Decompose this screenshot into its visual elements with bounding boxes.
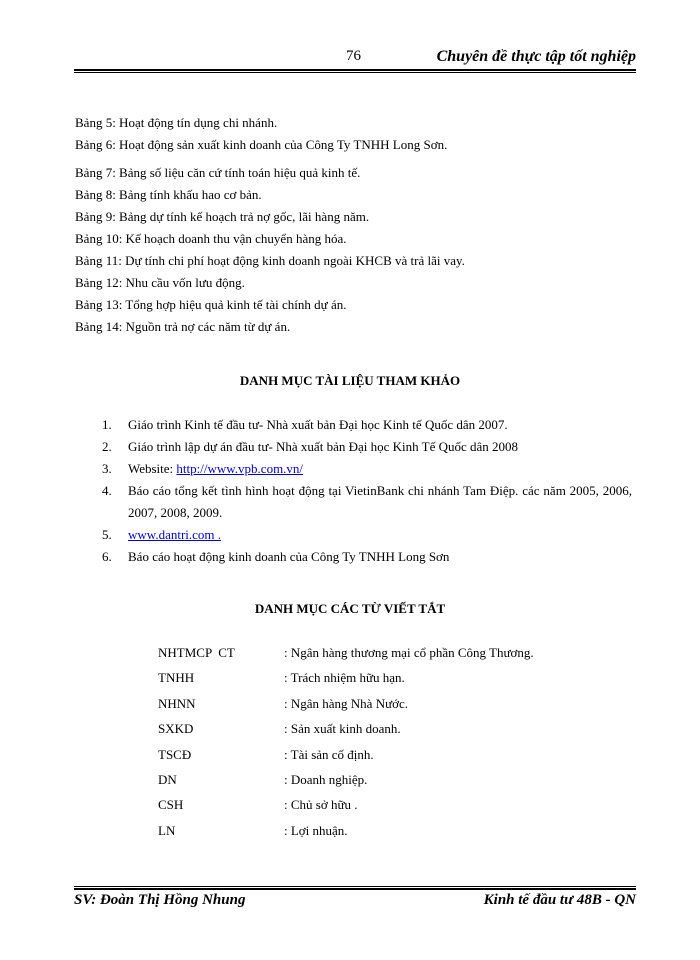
abbreviations-title: DANH MỤC CÁC TỪ VIẾT TẮT	[254, 601, 446, 616]
reference-number: 1.	[102, 417, 112, 432]
abbreviations-list	[158, 645, 534, 848]
reference-number: 5.	[102, 527, 112, 542]
header-rule	[74, 69, 636, 73]
reference-text: Giáo trình lập dự án đầu tư- Nhà xuất bản Đại học Kinh Tế Quốc dân 2008	[128, 439, 519, 454]
reference-item	[102, 458, 632, 480]
references-title: DANH MỤC TÀI LIỆU THAM KHẢO	[239, 373, 461, 388]
table-entry: Bảng 8: Bảng tính khấu hao cơ bản.	[75, 187, 262, 202]
table-entry: Bảng 11: Dự tính chi phí hoạt động kinh doanh ngoài KHCB và trả lãi vay.	[75, 253, 465, 268]
abbreviation-row	[158, 797, 534, 822]
reference-number: 4.	[102, 483, 112, 498]
reference-item	[102, 546, 632, 568]
table-entry: Bảng 14: Nguồn trả nợ các năm từ dự án.	[75, 319, 291, 334]
table-entry: Bảng 12: Nhu cầu vốn lưu động.	[75, 275, 245, 290]
document-title: Chuyên đề thực tập tốt nghiệp	[436, 48, 636, 65]
reference-item	[102, 524, 632, 546]
abbreviation-term: TNHH	[158, 670, 195, 686]
abbreviation-term: DN	[158, 771, 177, 787]
tables-list	[75, 112, 465, 338]
abbreviation-row	[158, 721, 534, 746]
abbreviation-row	[158, 823, 534, 848]
table-entry: Bảng 13: Tổng hợp hiệu quả kinh tế tài chính dự án.	[75, 297, 347, 312]
abbreviation-term: LN	[158, 822, 176, 838]
abbreviation-row	[158, 772, 534, 797]
footer-author: SV: Đoàn Thị Hồng Nhung	[74, 892, 246, 908]
reference-item	[102, 436, 632, 458]
table-entry: Bảng 10: Kế hoạch doanh thu vận chuyển hàng hóa.	[75, 231, 347, 246]
reference-item	[102, 414, 632, 436]
table-entry: Bảng 7: Bảng số liệu căn cứ tính toán hiệu quả kinh tế.	[75, 165, 361, 180]
table-entry: Bảng 6: Hoạt động sản xuất kinh doanh của Công Ty TNHH Long Sơn.	[75, 137, 448, 152]
abbreviation-meaning: : Doanh nghiệp.	[284, 771, 368, 787]
abbreviation-meaning: : Lợi nhuận.	[284, 822, 348, 838]
abbreviation-row	[158, 747, 534, 772]
abbreviation-term: NHTMCP CT	[158, 645, 235, 660]
abbreviation-meaning: : Trách nhiệm hữu hạn.	[284, 670, 405, 686]
footer-rule	[74, 886, 636, 890]
page-number: 76	[346, 48, 361, 64]
abbreviation-term: SXKD	[158, 721, 194, 737]
abbreviation-row	[158, 645, 534, 670]
abbreviation-row	[158, 696, 534, 721]
reference-prefix: Website:	[128, 461, 177, 476]
dantri-website-link[interactable]: www.dantri.com .	[128, 527, 222, 542]
table-entry: Bảng 5: Hoạt động tín dụng chi nhánh.	[75, 115, 278, 130]
abbreviation-term: TSCĐ	[158, 746, 192, 762]
abbreviation-term: CSH	[158, 797, 184, 813]
abbreviation-meaning: : Ngân hàng Nhà Nước.	[284, 695, 409, 711]
table-entry: Bảng 9: Bảng dự tính kế hoạch trả nợ gốc, lãi hàng năm.	[75, 209, 370, 224]
abbreviation-meaning: : Ngân hàng thương mại cổ phần Công Thương.	[284, 645, 534, 660]
abbreviation-meaning: : Sản xuất kinh doanh.	[284, 721, 401, 737]
reference-text: Báo cáo tổng kết tình hình hoạt động tại VietinBank chi nhánh Tam Điệp. các năm 2005, 2006, 2007, 2008, 2009.	[128, 483, 632, 520]
abbreviation-meaning: : Tài sản cố định.	[284, 746, 374, 762]
abbreviation-meaning: : Chủ sở hữu .	[284, 797, 358, 813]
vpb-website-link[interactable]: http://www.vpb.com.vn/	[176, 461, 304, 476]
references-list	[102, 414, 632, 568]
reference-text: Giáo trình Kinh tế đầu tư- Nhà xuất bản Đại học Kinh tế Quốc dân 2007.	[128, 417, 508, 432]
reference-item	[102, 480, 632, 524]
reference-number: 3.	[102, 461, 112, 476]
reference-number: 2.	[102, 439, 112, 454]
reference-number: 6.	[102, 549, 112, 564]
abbreviation-row	[158, 670, 534, 695]
abbreviation-term: NHNN	[158, 695, 196, 711]
footer-class: Kinh tế đầu tư 48B - QN	[483, 892, 636, 908]
reference-text: Báo cáo hoạt động kinh doanh của Công Ty TNHH Long Sơn	[128, 549, 450, 564]
